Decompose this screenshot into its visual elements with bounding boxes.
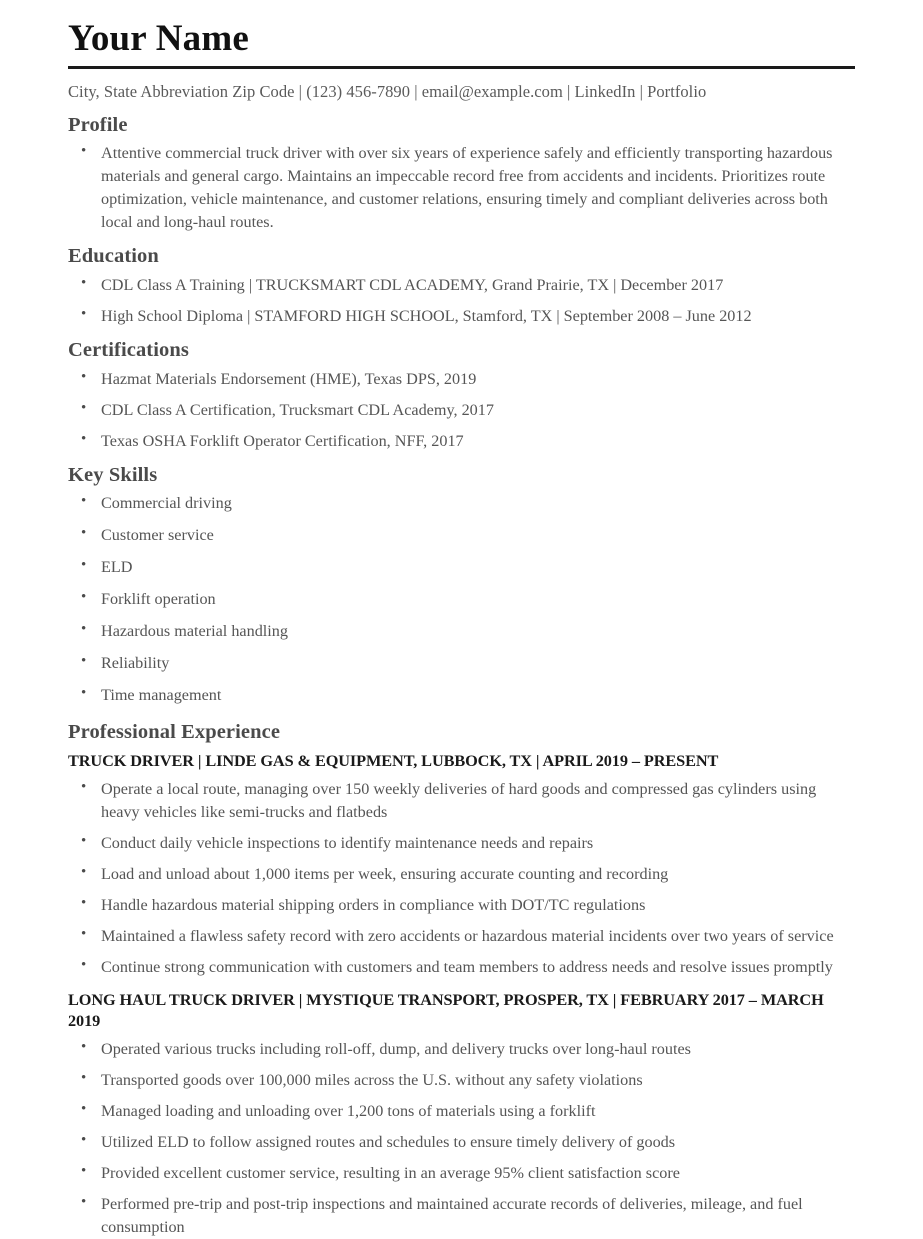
key-skills-list <box>68 492 855 707</box>
job-bullets <box>68 778 855 979</box>
list-item: • Handle hazardous material shipping orders in compliance with DOT/TC regulations <box>68 894 855 917</box>
section-title-profile: Profile <box>68 113 128 136</box>
section-title-education: Education <box>68 245 159 268</box>
list-item: • Time management <box>68 684 855 707</box>
list-item: • CDL Class A Training | TRUCKSMART CDL ACADEMY, Grand Prairie, TX | December 2017 <box>68 274 855 297</box>
experience-entry <box>68 989 855 1239</box>
list-item: • Utilized ELD to follow assigned routes and schedules to ensure timely delivery of goods <box>68 1131 855 1154</box>
profile-list <box>68 142 855 234</box>
job-bullets <box>68 1038 855 1239</box>
section-title-certifications: Certifications <box>68 338 189 361</box>
list-item: • ELD <box>68 556 855 579</box>
list-item: • High School Diploma | STAMFORD HIGH SCHOOL, Stamford, TX | September 2008 – June 2012 <box>68 305 855 328</box>
resume-header <box>68 18 855 103</box>
section-certifications <box>68 337 855 453</box>
job-heading: TRUCK DRIVER | LINDE GAS & EQUIPMENT, LUBBOCK, TX | APRIL 2019 – PRESENT <box>68 750 719 770</box>
education-list <box>68 274 855 328</box>
section-profile <box>68 112 855 235</box>
list-item: • Continue strong communication with customers and team members to address needs and resolve issues promptly <box>68 956 855 979</box>
experience-entry <box>68 750 855 979</box>
list-item: • Provided excellent customer service, resulting in an average 95% client satisfaction score <box>68 1162 855 1185</box>
list-item: • Attentive commercial truck driver with over six years of experience safely and efficiently transporting hazardous materials and general cargo. Maintains an impeccable record free from accidents and incidents. Prioritizes route optimization, vehicle maintenance, and customer relations, ensuring timely and compliant deliveries across both local and long-haul routes. <box>68 142 855 234</box>
list-item: • Maintained a flawless safety record with zero accidents or hazardous material incidents over two years of service <box>68 925 855 948</box>
list-item: • Performed pre-trip and post-trip inspections and maintained accurate records of deliveries, mileage, and fuel consumption <box>68 1193 855 1239</box>
header-divider <box>68 66 855 69</box>
list-item: • Operate a local route, managing over 150 weekly deliveries of hard goods and compressed gas cylinders using heavy vehicles like semi-trucks and flatbeds <box>68 778 855 824</box>
section-professional-experience <box>68 719 855 1239</box>
list-item: • Hazmat Materials Endorsement (HME), Texas DPS, 2019 <box>68 368 855 391</box>
list-item: • Operated various trucks including roll-off, dump, and delivery trucks over long-haul routes <box>68 1038 855 1061</box>
section-title-professional-experience: Professional Experience <box>68 721 281 744</box>
candidate-name: Your Name <box>68 18 249 59</box>
list-item: • Transported goods over 100,000 miles across the U.S. without any safety violations <box>68 1069 855 1092</box>
section-title-key-skills: Key Skills <box>68 463 158 486</box>
list-item: • Customer service <box>68 524 855 547</box>
certifications-list <box>68 368 855 453</box>
list-item: • Texas OSHA Forklift Operator Certification, NFF, 2017 <box>68 430 855 453</box>
contact-line: City, State Abbreviation Zip Code | (123) 456-7890 | email@example.com | LinkedIn | Portfolio <box>68 81 707 101</box>
job-heading: LONG HAUL TRUCK DRIVER | MYSTIQUE TRANSPORT, PROSPER, TX | FEBRUARY 2017 – MARCH 2019 <box>68 990 824 1031</box>
list-item: • Forklift operation <box>68 588 855 611</box>
list-item: • Commercial driving <box>68 492 855 515</box>
list-item: • CDL Class A Certification, Trucksmart CDL Academy, 2017 <box>68 399 855 422</box>
section-key-skills <box>68 462 855 708</box>
list-item: • Hazardous material handling <box>68 620 855 643</box>
section-education <box>68 243 855 328</box>
list-item: • Managed loading and unloading over 1,200 tons of materials using a forklift <box>68 1100 855 1123</box>
list-item: • Conduct daily vehicle inspections to identify maintenance needs and repairs <box>68 832 855 855</box>
list-item: • Load and unload about 1,000 items per week, ensuring accurate counting and recording <box>68 863 855 886</box>
list-item: • Reliability <box>68 652 855 675</box>
